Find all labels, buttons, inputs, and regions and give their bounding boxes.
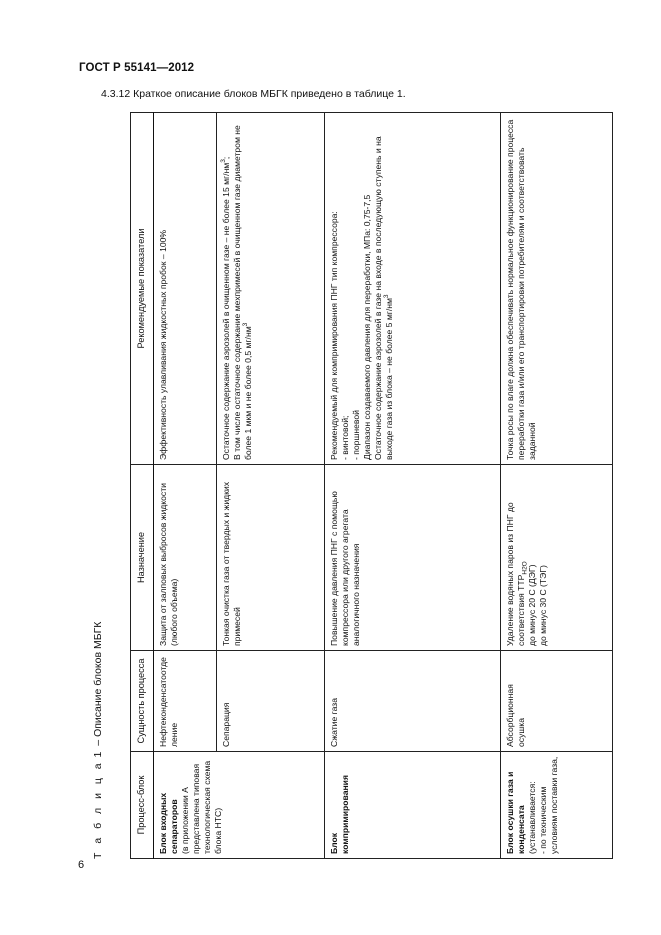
cell-block-compression — [325, 752, 501, 859]
block-title: Блок осушки газа и конденсата — [505, 771, 526, 854]
cell-metrics — [217, 113, 325, 465]
caption-number: 1 — [92, 748, 104, 758]
purpose-text: Удаление водяных паров из ПНГ до соответствия ТТР — [505, 502, 526, 646]
metric-text: Остаточное содержание аэрозолей в очищенном газе – не более 15 мг/нм — [221, 162, 231, 460]
header-process-essence: Сущность процесса — [131, 651, 154, 752]
metric-line: - поршневой — [351, 410, 361, 460]
header-process-block: Процесс-блок — [131, 752, 154, 859]
cell-purpose — [501, 465, 613, 651]
blocks-table — [130, 112, 613, 859]
purpose-line: до минус 30 С (ТЭГ) — [538, 565, 548, 646]
document-code: ГОСТ Р 55141—2012 — [79, 62, 195, 74]
metric-line — [232, 117, 254, 460]
cell-metrics — [501, 113, 613, 465]
cell-metrics — [325, 113, 501, 465]
metric-line: Точка росы по влаге должна обеспечивать нормальное функционирование процесса переработки газа и/или его транспортировки потребителям и соответствовать заданной — [505, 119, 537, 460]
block-title: Блок входных сепараторов — [158, 792, 179, 854]
metric-line: - винтовой; — [340, 415, 350, 460]
metric-superscript: 3 — [220, 159, 228, 163]
metric-text: В том числе остаточное содержание мехпримесей в очищенном газе диаметром не более 1 мкм и не более 0,5 мг/нм — [232, 125, 253, 460]
cell-block-input-separators — [154, 752, 325, 859]
block-note: (устанавливается: — [527, 781, 537, 854]
metric-text: Остаточное содержание аэрозолей в газе на входе в последующую ступень и на выходе газа из блока – не более 5 мг/нм — [373, 136, 394, 460]
metric-superscript: 3 — [242, 322, 250, 327]
cell-purpose: Повышение давления ПНГ с помощью компрессора или другого агрегата аналогичного назначения — [325, 465, 501, 651]
cell-purpose: Тонкая очистка газа от твердых и жидких примесей — [217, 465, 325, 651]
intro-paragraph: 4.3.12 Краткое описание блоков МБГК приведено в таблице 1. — [101, 88, 406, 100]
cell-process: Нефтеконденсатоотделение — [154, 651, 217, 752]
block-title: Блок компримирования — [329, 775, 350, 854]
header-recommended-metrics: Рекомендуемые показатели — [131, 113, 154, 465]
metric-line: Эффективность улавливания жидкостных пробок – 100% — [158, 229, 168, 460]
cell-metrics — [154, 113, 217, 465]
cell-block-drying — [501, 752, 613, 859]
caption-prefix: Т а б л и ц а — [92, 760, 104, 859]
table-header-row — [131, 113, 154, 859]
rotated-table-container — [92, 113, 613, 859]
metric-superscript: 3 — [383, 294, 391, 299]
metric-line — [373, 117, 395, 460]
caption-title: – Описание блоков МБГК — [92, 621, 104, 749]
metric-separator: ; — [221, 156, 231, 160]
cell-purpose: Защита от залповых выбросов жидкости (любого объема) — [154, 465, 217, 651]
table-row — [501, 113, 613, 859]
table-caption — [92, 622, 104, 859]
header-purpose: Назначение — [131, 465, 154, 651]
purpose-line: до минус 20 С (ДЭГ) — [527, 564, 537, 646]
block-note: (в приложении А представлена типовая технологическая схема блока НТС) — [180, 760, 223, 854]
table-row — [217, 113, 325, 859]
cell-process: Сепарация — [217, 651, 325, 752]
page-number: 6 — [78, 859, 85, 871]
purpose-line — [505, 469, 527, 646]
metric-line — [221, 117, 232, 460]
cell-process: Абсорбционная осушка — [501, 651, 613, 752]
block-note: - по техническим условиям поставки газа, — [538, 756, 559, 854]
metric-line: Диапазон создаваемого давления для переработки, МПа: 0,75-7,5 — [362, 194, 372, 460]
purpose-subscript: H2O — [521, 561, 529, 575]
table-row — [325, 113, 501, 859]
cell-process: Сжатие газа — [325, 651, 501, 752]
table-row — [154, 113, 217, 859]
metric-line: Рекомендуемый для компримирования ПНГ тип компрессора: — [329, 211, 339, 460]
